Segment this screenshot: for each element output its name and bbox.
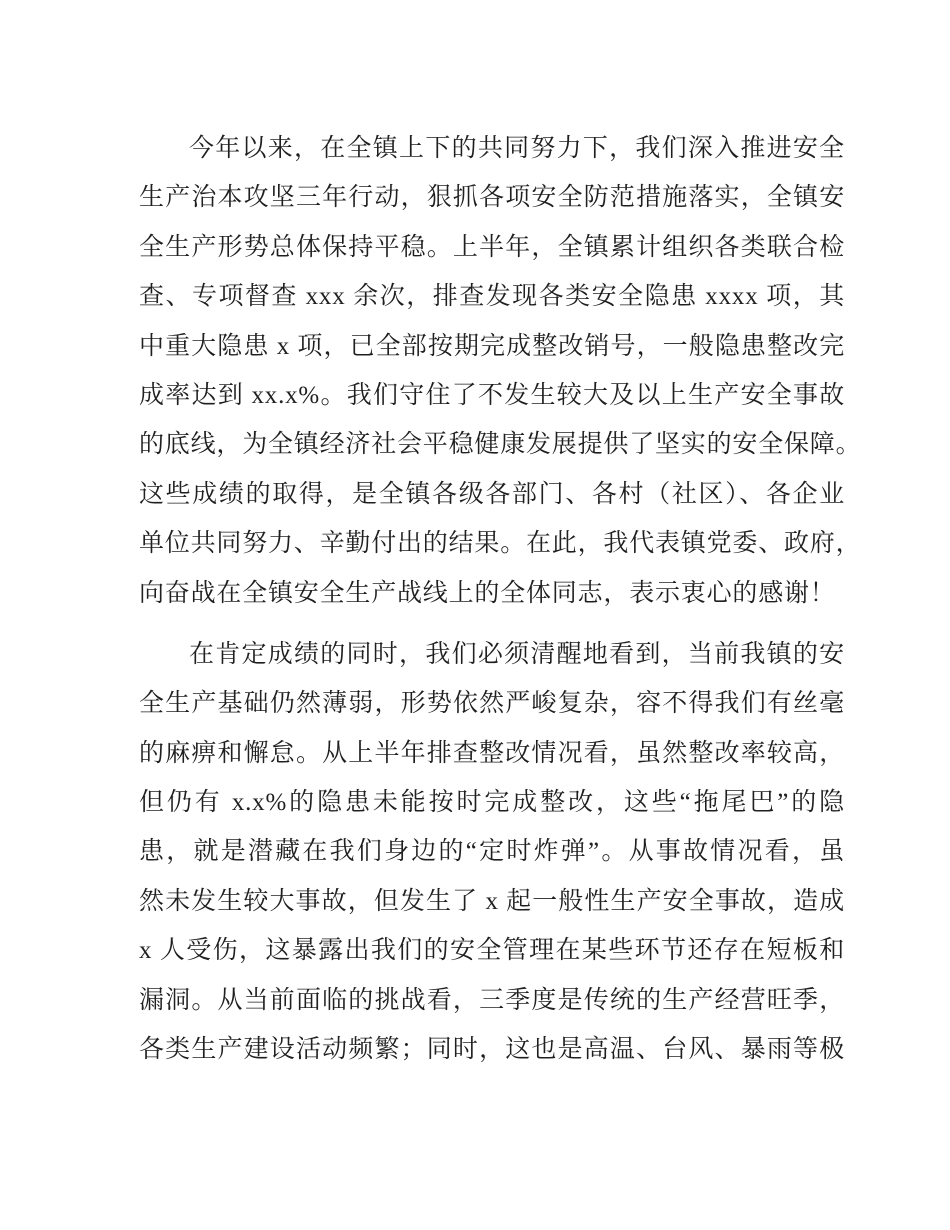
text-line: x 人受伤，这暴露出我们的安全管理在某些环节还存在短板和 — [139, 937, 845, 965]
text-line: 这些成绩的取得，是全镇各级各部门、各村（社区）、各企业 — [139, 480, 845, 508]
text-line: 查、专项督查 xxx 余次，排查发现各类安全隐患 xxxx 项，其 — [139, 283, 845, 311]
text-line: 全生产形势总体保持平稳。上半年，全镇累计组织各类联合检 — [139, 233, 845, 261]
text-line: 向奋战在全镇安全生产战线上的全体同志，表示衷心的感谢！ — [139, 579, 836, 607]
text-line: 今年以来，在全镇上下的共同努力下，我们深入推进安全 — [189, 135, 845, 162]
text-line: 在肯定成绩的同时，我们必须清醒地看到，当前我镇的安 — [189, 640, 845, 668]
text-line: 中重大隐患 x 项，已全部按期完成整改销号，一般隐患整改完 — [139, 332, 845, 360]
document-text — [139, 124, 862, 1074]
text-line: 患，就是潜藏在我们身边的“定时炸弹”。从事故情况看，虽 — [139, 838, 845, 866]
paragraph — [139, 124, 862, 618]
text-line: 单位共同努力、辛勤付出的结果。在此，我代表镇党委、政府， — [139, 530, 862, 558]
text-line: 全生产基础仍然薄弱，形势依然严峻复杂，容不得我们有丝毫 — [139, 690, 845, 718]
text-line: 成率达到 xx.x%。我们守住了不发生较大及以上生产安全事故 — [139, 381, 845, 409]
text-line: 的麻痹和懈怠。从上半年排查整改情况看，虽然整改率较高， — [139, 739, 845, 767]
text-line: 然未发生较大事故，但发生了 x 起一般性生产安全事故，造成 — [139, 887, 845, 915]
text-line: 各类生产建设活动频繁；同时，这也是高温、台风、暴雨等极 — [139, 1036, 845, 1064]
text-line: 生产治本攻坚三年行动，狠抓各项安全防范措施落实，全镇安 — [139, 184, 845, 212]
text-line: 的底线，为全镇经济社会平稳健康发展提供了坚实的安全保障。 — [139, 431, 862, 459]
paragraph — [139, 630, 845, 1075]
text-line: 漏洞。从当前面临的挑战看，三季度是传统的生产经营旺季， — [139, 986, 845, 1014]
text-line: 但仍有 x.x%的隐患未能按时完成整改，这些“拖尾巴”的隐 — [139, 789, 845, 817]
